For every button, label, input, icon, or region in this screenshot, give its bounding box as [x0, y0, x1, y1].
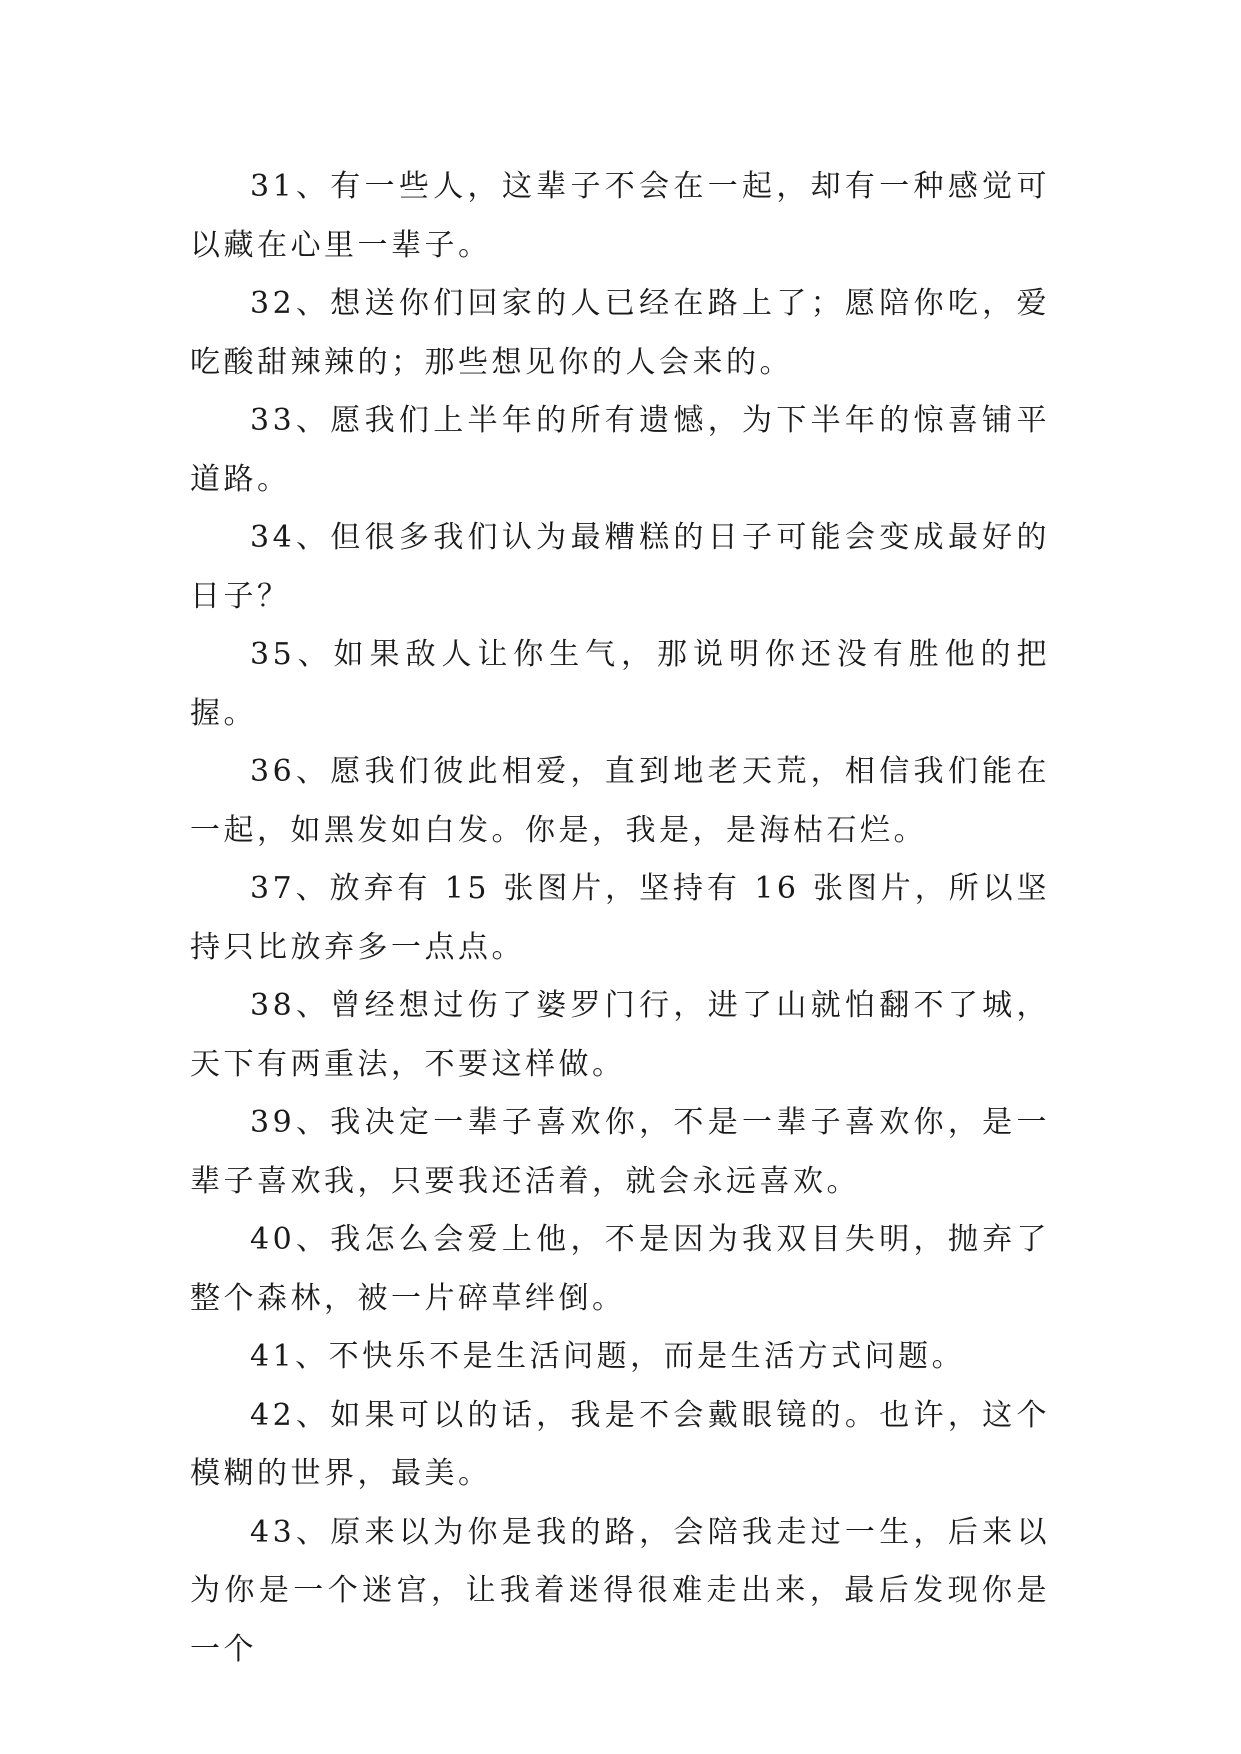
paragraph-38: 38、曾经想过伤了婆罗门行，进了山就怕翻不了城，天下有两重法，不要这样做。 [190, 988, 1050, 1082]
paragraph-36: 36、愿我们彼此相爱，直到地老天荒，相信我们能在一起，如黑发如白发。你是，我是，是海枯石烂。 [190, 754, 1050, 848]
paragraph-32: 32、想送你们回家的人已经在路上了；愿陪你吃，爱吃酸甜辣辣的；那些想见你的人会来的。 [190, 286, 1050, 380]
paragraph-35: 35、如果敌人让你生气，那说明你还没有胜他的把握。 [190, 637, 1050, 731]
paragraph-31: 31、有一些人，这辈子不会在一起，却有一种感觉可以藏在心里一辈子。 [190, 169, 1050, 263]
paragraph-33: 33、愿我们上半年的所有遗憾，为下半年的惊喜铺平道路。 [190, 403, 1050, 497]
paragraph-41: 41、不快乐不是生活问题，而是生活方式问题。 [250, 1339, 966, 1374]
paragraph-39: 39、我决定一辈子喜欢你，不是一辈子喜欢你，是一辈子喜欢我，只要我还活着，就会永远喜欢。 [190, 1105, 1050, 1199]
paragraph-34: 34、但很多我们认为最糟糕的日子可能会变成最好的日子？ [190, 520, 1050, 614]
paragraph-37: 37、放弃有 15 张图片，坚持有 16 张图片，所以坚持只比放弃多一点点。 [190, 871, 1050, 965]
paragraph-43: 43、原来以为你是我的路，会陪我走过一生，后来以为你是一个迷宫，让我着迷得很难走出来，最后发现你是一个 [190, 1514, 1050, 1667]
paragraph-40: 40、我怎么会爱上他，不是因为我双目失明，抛弃了整个森林，被一片碎草绊倒。 [190, 1222, 1050, 1316]
paragraph-42: 42、如果可以的话，我是不会戴眼镜的。也许，这个模糊的世界，最美。 [190, 1397, 1050, 1491]
document-body [190, 158, 1050, 1679]
